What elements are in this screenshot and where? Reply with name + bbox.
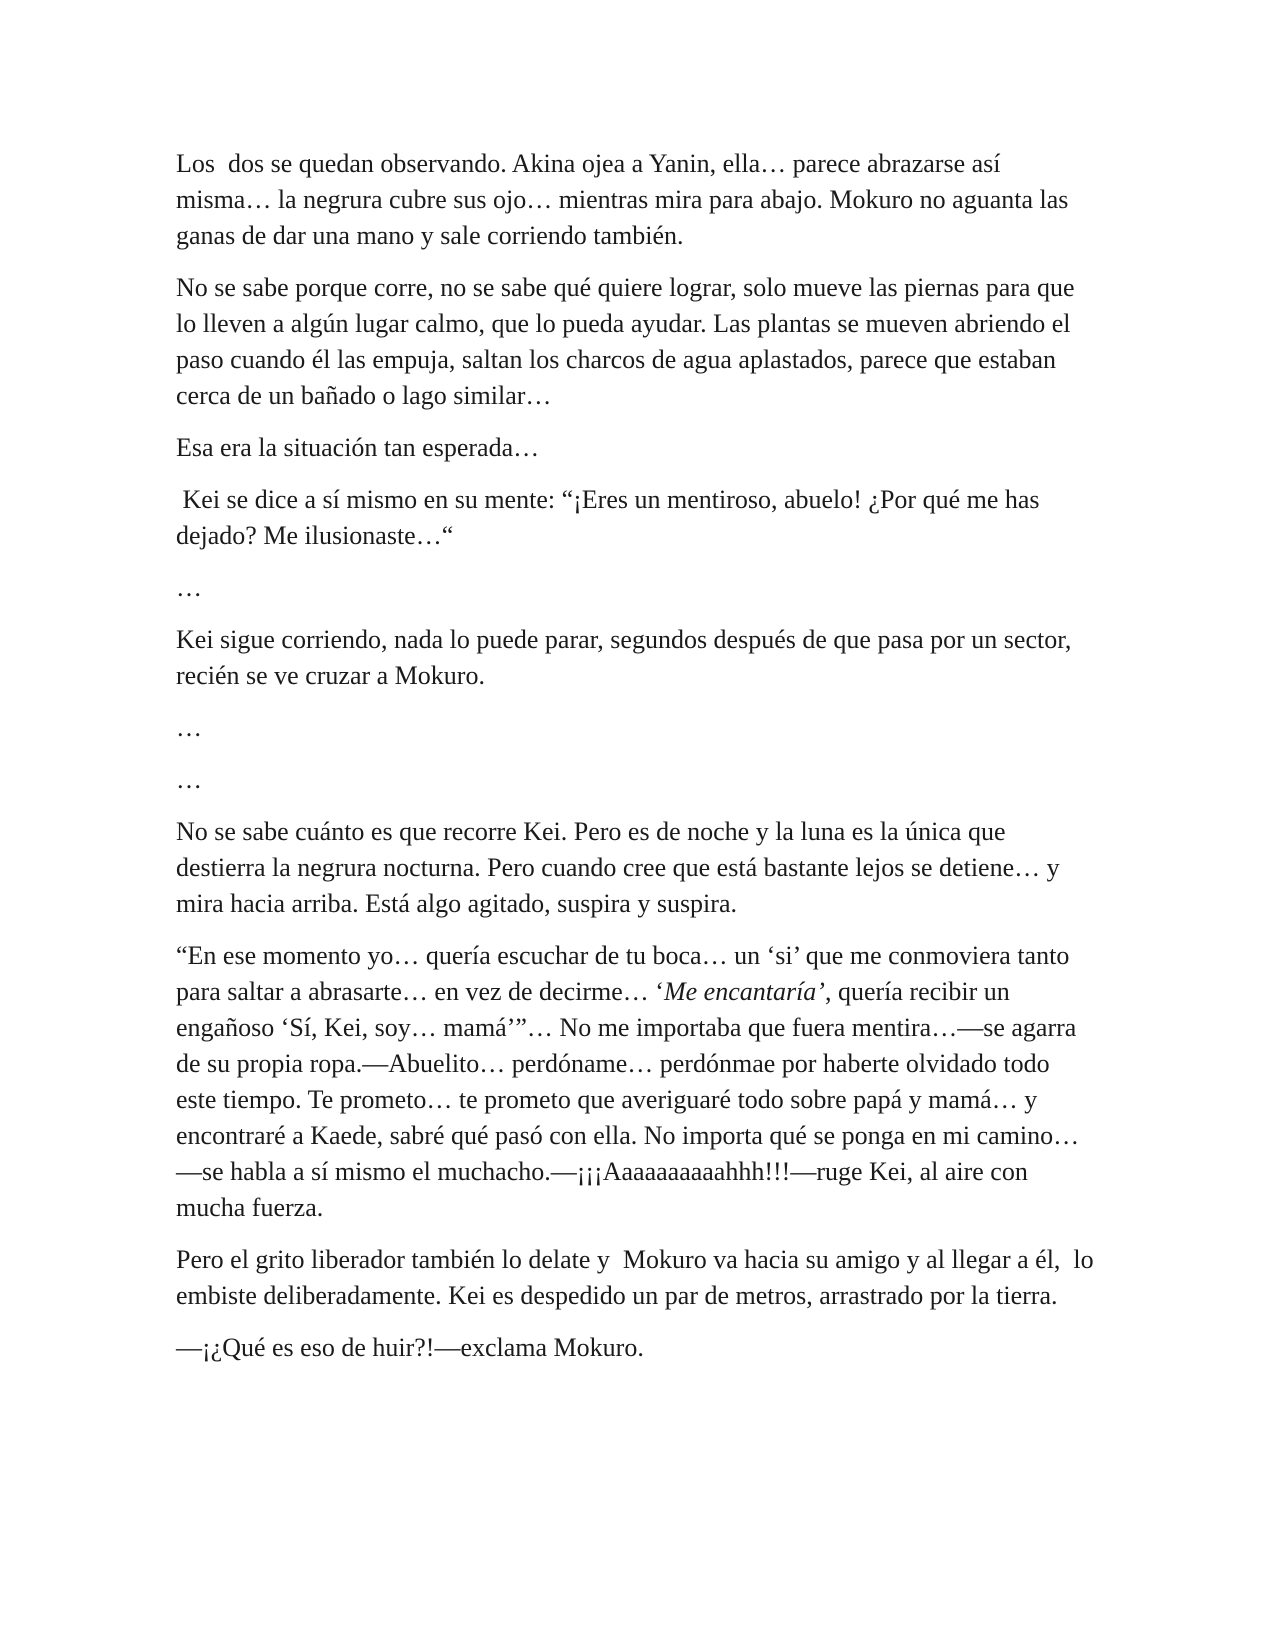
paragraph-kei-thought: Kei se dice a sí mismo en su mente: “¡Eres un mentiroso, abuelo! ¿Por qué me has dejado? Me ilusionaste…“ [176,485,1047,550]
paragraph-kei-keeps-running: Kei sigue corriendo, nada lo puede parar, segundos después de que pasa por un sector, recién se ve cruzar a Mokuro. [176,625,1078,690]
monologue-end: , quería recibir un engañoso ‘Sí, Kei, soy… mamá’”… No me importaba que fuera mentira…—se agarra de su propia ropa.—Abuelito… perdóname… perdónmae por haberte olvidado todo este tiempo. Te prometo… te prometo que averiguaré todo sobre papá y mamá… y encontraré a Kaede, sabré qué pasó con ella. No importa qué se ponga en mi camino…—se habla a sí mismo el muchacho.—¡¡¡Aaaaaaaaaahhh!!!—ruge Kei, al aire con mucha fuerza. [176,977,1083,1222]
ellipsis-line-2: … [176,713,202,742]
ellipsis-line-3: … [176,765,202,794]
paragraph-scream-release: Pero el grito liberador también lo delate y Mokuro va hacia su amigo y al llegar a él, lo embiste deliberadamente. Kei es despedido un par de metros, arrastrado por la tierra. [176,1245,1101,1310]
document-body [176,146,1101,1382]
ellipsis-line-1: … [176,573,202,602]
paragraph-running: No se sabe porque corre, no se sabe qué quiere lograr, solo mueve las piernas para que lo lleven a algún lugar calmo, que lo pueda ayudar. Las plantas se mueven abriendo el paso cuando él las empuja, saltan los charcos de agua aplastados, parece que estaban cerca de un bañado o lago similar… [176,273,1082,410]
monologue-italic: Me encantaría’ [663,977,825,1006]
paragraph-awaited: Esa era la situación tan esperada… [176,433,540,462]
paragraph-mokuro-exclaims: —¡¿Qué es eso de huir?!—exclama Mokuro. [176,1333,644,1362]
paragraph-monologue [176,938,1096,1226]
paragraph-observing: Los dos se quedan observando. Akina ojea a Yanin, ella… parece abrazarse así misma… la negrura cubre sus ojo… mientras mira para abajo. Mokuro no aguanta las ganas de dar una mano y sale corriendo también. [176,149,1075,250]
paragraph-night: No se sabe cuánto es que recorre Kei. Pero es de noche y la luna es la única que destierra la negrura nocturna. Pero cuando cree que está bastante lejos se detiene… y mira hacia arriba. Está algo agitado, suspira y suspira. [176,817,1067,918]
monologue-start: “En ese momento yo… quería escuchar de tu boca… un ‘si’ que me conmoviera tanto para saltar a abrasarte… en vez de decirme… ‘ [176,941,1076,1006]
